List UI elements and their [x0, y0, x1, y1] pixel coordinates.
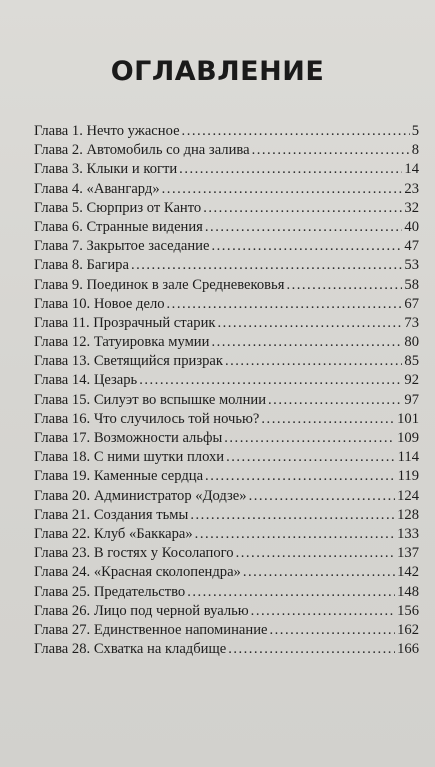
toc-entry [34, 295, 419, 314]
toc-entry [34, 237, 419, 256]
toc-page-number: 97 [404, 391, 419, 408]
toc-dot-leader [139, 371, 402, 390]
toc-entry [34, 352, 419, 371]
toc-dot-leader [228, 640, 395, 659]
toc-entry [34, 602, 419, 621]
toc-page-number: 124 [397, 487, 419, 504]
toc-page-number: 101 [397, 410, 419, 427]
toc-chapter-title: Глава 23. В гостях у Косолапого [34, 545, 234, 562]
page-title: ОГЛАВЛЕНИЕ [110, 56, 325, 87]
toc-dot-leader [195, 525, 395, 544]
toc-entry [34, 314, 419, 333]
toc-dot-leader [225, 352, 402, 371]
toc-entry [34, 544, 419, 563]
toc-dot-leader [286, 276, 402, 295]
toc-chapter-title: Глава 20. Администратор «Додзе» [34, 487, 247, 504]
toc-dot-leader [261, 410, 395, 429]
toc-chapter-title: Глава 8. Багира [34, 257, 129, 274]
toc-chapter-title: Глава 21. Создания тьмы [34, 506, 189, 523]
toc-chapter-title: Глава 2. Автомобиль со дна залива [34, 142, 250, 159]
toc-chapter-title: Глава 24. «Красная сколопендра» [34, 564, 241, 581]
toc-entry [34, 180, 419, 199]
toc-chapter-title: Глава 1. Нечто ужасное [34, 123, 180, 139]
toc-dot-leader [217, 314, 402, 333]
toc-dot-leader [203, 199, 402, 218]
toc-chapter-title: Глава 4. «Авангард» [34, 180, 160, 197]
toc-dot-leader [226, 448, 396, 467]
toc-entry [34, 448, 419, 467]
toc-chapter-title: Глава 12. Татуировка мумии [34, 334, 210, 351]
toc-dot-leader [249, 487, 396, 506]
toc-page-number: 119 [397, 468, 419, 485]
toc-chapter-title: Глава 14. Цезарь [34, 372, 138, 389]
toc-entry [34, 467, 419, 486]
toc-chapter-title: Глава 10. Новое дело [34, 295, 165, 312]
toc-entry [34, 410, 419, 429]
toc-page-number: 5 [411, 123, 419, 139]
toc-entry [34, 199, 419, 218]
toc-entry [34, 218, 419, 237]
toc-page-number: 156 [397, 602, 419, 619]
toc-chapter-title: Глава 19. Каменные сердца [34, 468, 204, 485]
toc-page-number: 58 [404, 276, 419, 293]
toc-dot-leader [211, 333, 402, 352]
toc-page-number: 162 [397, 621, 419, 638]
toc-page-number: 137 [397, 545, 419, 562]
toc-entry [34, 429, 419, 448]
toc-dot-leader [179, 160, 402, 179]
toc-entry [34, 160, 419, 179]
toc-page-number: 8 [411, 142, 419, 159]
toc-chapter-title: Глава 18. С ними шутки плохи [34, 449, 225, 466]
toc-page-number: 67 [404, 295, 419, 312]
toc-dot-leader [268, 391, 402, 410]
toc-dot-leader [224, 429, 395, 448]
toc-chapter-title: Глава 25. Предательство [34, 583, 186, 600]
toc-page-number: 128 [397, 506, 419, 523]
toc-page-number: 148 [397, 583, 419, 600]
toc-entry [34, 487, 419, 506]
toc-chapter-title: Глава 22. Клуб «Баккара» [34, 525, 193, 542]
toc-chapter-title: Глава 11. Прозрачный старик [34, 314, 216, 331]
toc-chapter-title: Глава 3. Клыки и когти [34, 161, 178, 178]
table-of-contents [34, 122, 419, 659]
toc-entry [34, 371, 419, 390]
toc-chapter-title: Глава 15. Силуэт во вспышке молнии [34, 391, 267, 408]
toc-page-number: 133 [397, 525, 419, 542]
toc-dot-leader [236, 544, 396, 563]
toc-page-number: 109 [397, 430, 419, 446]
toc-dot-leader [270, 621, 396, 640]
toc-chapter-title: Глава 6. Странные видения [34, 218, 203, 235]
toc-dot-leader [182, 122, 410, 141]
toc-chapter-title: Глава 13. Светящийся призрак [34, 353, 223, 370]
toc-dot-leader [243, 563, 395, 582]
toc-entry [34, 583, 419, 602]
toc-page-number: 32 [404, 199, 419, 216]
toc-entry [34, 333, 419, 352]
toc-entry [34, 391, 419, 410]
toc-page-number: 40 [404, 218, 419, 235]
toc-dot-leader [131, 256, 402, 275]
toc-dot-leader [167, 295, 403, 314]
toc-dot-leader [205, 467, 396, 486]
toc-dot-leader [205, 218, 403, 237]
toc-entry [34, 122, 419, 141]
toc-chapter-title: Глава 27. Единственное напоминание [34, 621, 268, 638]
toc-dot-leader [211, 237, 402, 256]
toc-dot-leader [162, 180, 403, 199]
toc-chapter-title: Глава 28. Схватка на кладбище [34, 641, 227, 658]
toc-chapter-title: Глава 17. Возможности альфы [34, 430, 223, 446]
toc-chapter-title: Глава 26. Лицо под черной вуалью [34, 602, 249, 619]
toc-dot-leader [187, 583, 395, 602]
toc-page-number: 73 [404, 314, 419, 331]
toc-page-number: 47 [404, 238, 419, 255]
toc-page-number: 114 [397, 449, 419, 466]
toc-entry [34, 506, 419, 525]
toc-page-number: 92 [404, 372, 419, 389]
toc-entry [34, 640, 419, 659]
toc-page-number: 53 [404, 257, 419, 274]
toc-entry [34, 621, 419, 640]
toc-entry [34, 256, 419, 275]
toc-page-number: 23 [404, 180, 419, 197]
toc-entry [34, 563, 419, 582]
toc-page-number: 166 [397, 641, 419, 658]
toc-page-number: 14 [404, 161, 419, 178]
toc-entry [34, 141, 419, 160]
toc-page-number: 142 [397, 564, 419, 581]
toc-dot-leader [190, 506, 395, 525]
toc-chapter-title: Глава 5. Сюрприз от Канто [34, 199, 202, 216]
toc-page-number: 80 [404, 334, 419, 351]
toc-chapter-title: Глава 9. Поединок в зале Средневековья [34, 276, 285, 293]
toc-entry [34, 525, 419, 544]
toc-dot-leader [251, 602, 395, 621]
toc-page-number: 85 [404, 353, 419, 370]
toc-dot-leader [252, 141, 410, 160]
toc-chapter-title: Глава 16. Что случилось той ночью? [34, 410, 260, 427]
toc-chapter-title: Глава 7. Закрытое заседание [34, 238, 210, 255]
toc-entry [34, 276, 419, 295]
